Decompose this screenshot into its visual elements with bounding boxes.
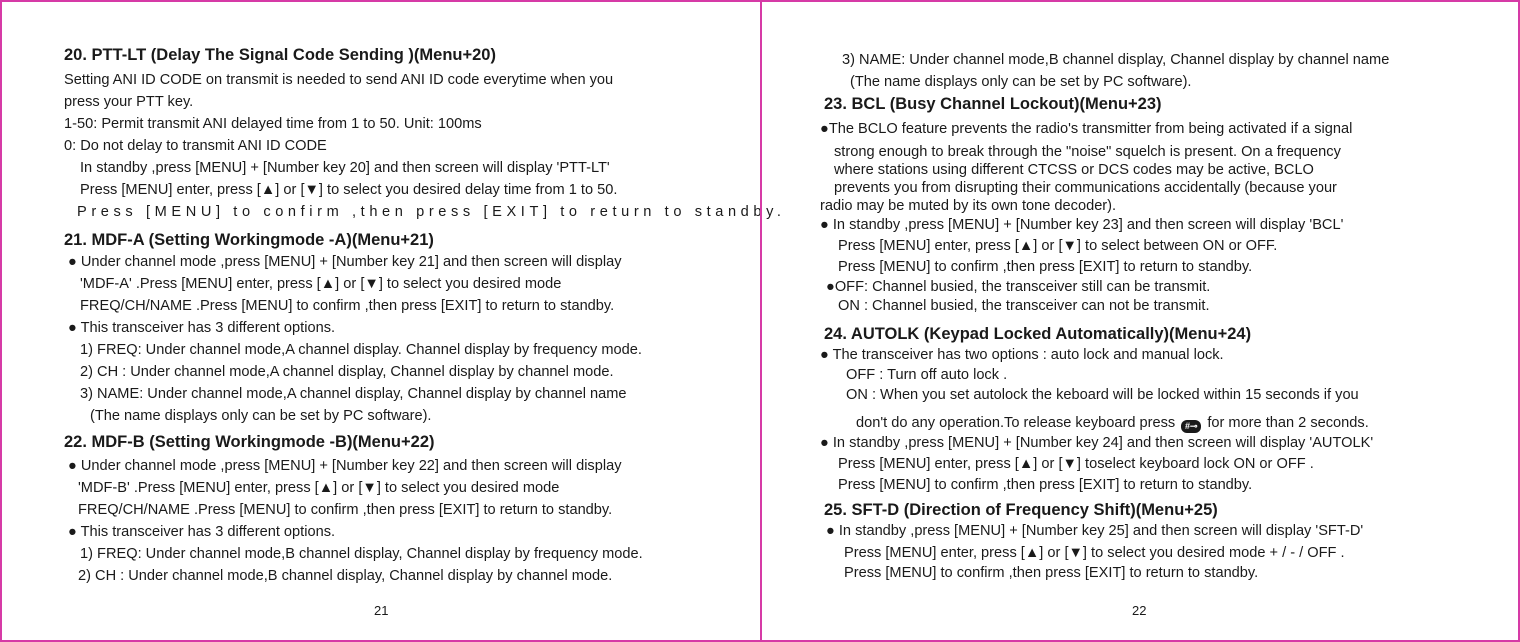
text-line: strong enough to break through the "noise" squelch is present. On a frequency (834, 144, 1341, 160)
text-line: 'MDF-A' .Press [MENU] enter, press [▲] or [▼] to select you desired mode (80, 276, 562, 292)
text-fragment: don't do any operation.To release keyboard press (856, 415, 1176, 431)
text-line: ● This transceiver has 3 different options. (68, 320, 336, 336)
page-number: 22 (1132, 603, 1147, 618)
text-line: 3) NAME: Under channel mode,A channel display, Channel display by channel name (80, 386, 627, 402)
text-line: ● This transceiver has 3 different options. (68, 524, 336, 540)
text-line: ON : Channel busied, the transceiver can not be transmit. (838, 298, 1210, 314)
text-line: ● In standby ,press [MENU] + [Number key 23] and then screen will display 'BCL' (820, 217, 1344, 233)
text-line: ● Under channel mode ,press [MENU] + [Number key 22] and then screen will display (68, 458, 622, 474)
text-line: 0: Do not delay to transmit ANI ID CODE (64, 138, 327, 154)
text-line: ● In standby ,press [MENU] + [Number key 24] and then screen will display 'AUTOLK' (820, 435, 1374, 451)
text-line: ● Under channel mode ,press [MENU] + [Number key 21] and then screen will display (68, 254, 622, 270)
text-line: ● In standby ,press [MENU] + [Number key 25] and then screen will display 'SFT-D' (826, 523, 1364, 539)
text-line: Press [MENU] to confirm ,then press [EXIT] to return to standby. (838, 259, 1253, 275)
text-line: radio may be muted by its own tone decoder). (820, 198, 1117, 214)
text-line: 'MDF-B' .Press [MENU] enter, press [▲] or [▼] to select you desired mode (78, 480, 560, 496)
text-line: In standby ,press [MENU] + [Number key 20] and then screen will display 'PTT-LT' (80, 160, 610, 176)
section-heading-mdf-b: 22. MDF-B (Setting Workingmode -B)(Menu+22) (64, 433, 435, 451)
text-line: ON : When you set autolock the keboard will be locked within 15 seconds if you (846, 387, 1359, 403)
text-line: Press [MENU] to confirm ,then press [EXIT] to return to standby. (844, 565, 1259, 581)
text-line: 2) CH : Under channel mode,B channel display, Channel display by channel mode. (78, 568, 613, 584)
text-fragment: for more than 2 seconds. (1207, 415, 1369, 431)
text-line: Press [MENU] enter, press [▲] or [▼] to select you desired mode + / - / OFF . (844, 545, 1345, 561)
text-line: ●OFF: Channel busied, the transceiver still can be transmit. (826, 279, 1211, 295)
page-number: 21 (374, 603, 389, 618)
section-heading-autolk: 24. AUTOLK (Keypad Locked Automatically)(Menu+24) (824, 325, 1252, 343)
section-heading-bcl: 23. BCL (Busy Channel Lockout)(Menu+23) (824, 95, 1162, 113)
text-line: (The name displays only can be set by PC software). (850, 74, 1192, 90)
right-page (760, 0, 1520, 642)
section-heading-sft-d: 25. SFT-D (Direction of Frequency Shift)(Menu+25) (824, 501, 1218, 519)
text-line: OFF : Turn off auto lock . (846, 367, 1008, 383)
text-line: Setting ANI ID CODE on transmit is needed to send ANI ID code everytime when you (64, 72, 614, 88)
text-line: Press [MENU] enter, press [▲] or [▼] to select you desired delay time from 1 to 50. (80, 182, 618, 198)
text-line: (The name displays only can be set by PC software). (90, 408, 432, 424)
text-line: prevents you from disrupting their communications accidentally (because your (834, 180, 1337, 196)
section-heading-mdf-a: 21. MDF-A (Setting Workingmode -A)(Menu+21) (64, 231, 434, 249)
text-line: ●The BCLO feature prevents the radio's transmitter from being activated if a signal (820, 121, 1353, 137)
text-line (856, 414, 1369, 433)
text-line: 3) NAME: Under channel mode,B channel display, Channel display by channel name (842, 52, 1390, 68)
text-line: 1) FREQ: Under channel mode,A channel display. Channel display by frequency mode. (80, 342, 642, 358)
text-line: ● The transceiver has two options : auto lock and manual lock. (820, 347, 1224, 363)
text-line: 2) CH : Under channel mode,A channel display, Channel display by channel mode. (80, 364, 614, 380)
text-line: Press [MENU] enter, press [▲] or [▼] to select between ON or OFF. (838, 238, 1278, 254)
section-heading-ptt-lt: 20. PTT-LT (Delay The Signal Code Sending )(Menu+20) (64, 46, 496, 64)
text-line: FREQ/CH/NAME .Press [MENU] to confirm ,then press [EXIT] to return to standby. (80, 298, 615, 314)
text-line: Press [MENU] enter, press [▲] or [▼] toselect keyboard lock ON or OFF . (838, 456, 1314, 472)
text-line: Press [MENU] to confirm ,then press [EXIT] to return to standby. (77, 204, 786, 220)
text-line: press your PTT key. (64, 94, 194, 110)
text-line: FREQ/CH/NAME .Press [MENU] to confirm ,then press [EXIT] to return to standby. (78, 502, 613, 518)
text-line: 1-50: Permit transmit ANI delayed time from 1 to 50. Unit: 100ms (64, 116, 482, 132)
hash-lock-key-icon: #⊸ (1181, 420, 1201, 433)
text-line: Press [MENU] to confirm ,then press [EXIT] to return to standby. (838, 477, 1253, 493)
text-line: where stations using different CTCSS or DCS codes may be active, BCLO (834, 162, 1314, 178)
text-line: 1) FREQ: Under channel mode,B channel display, Channel display by frequency mode. (80, 546, 643, 562)
